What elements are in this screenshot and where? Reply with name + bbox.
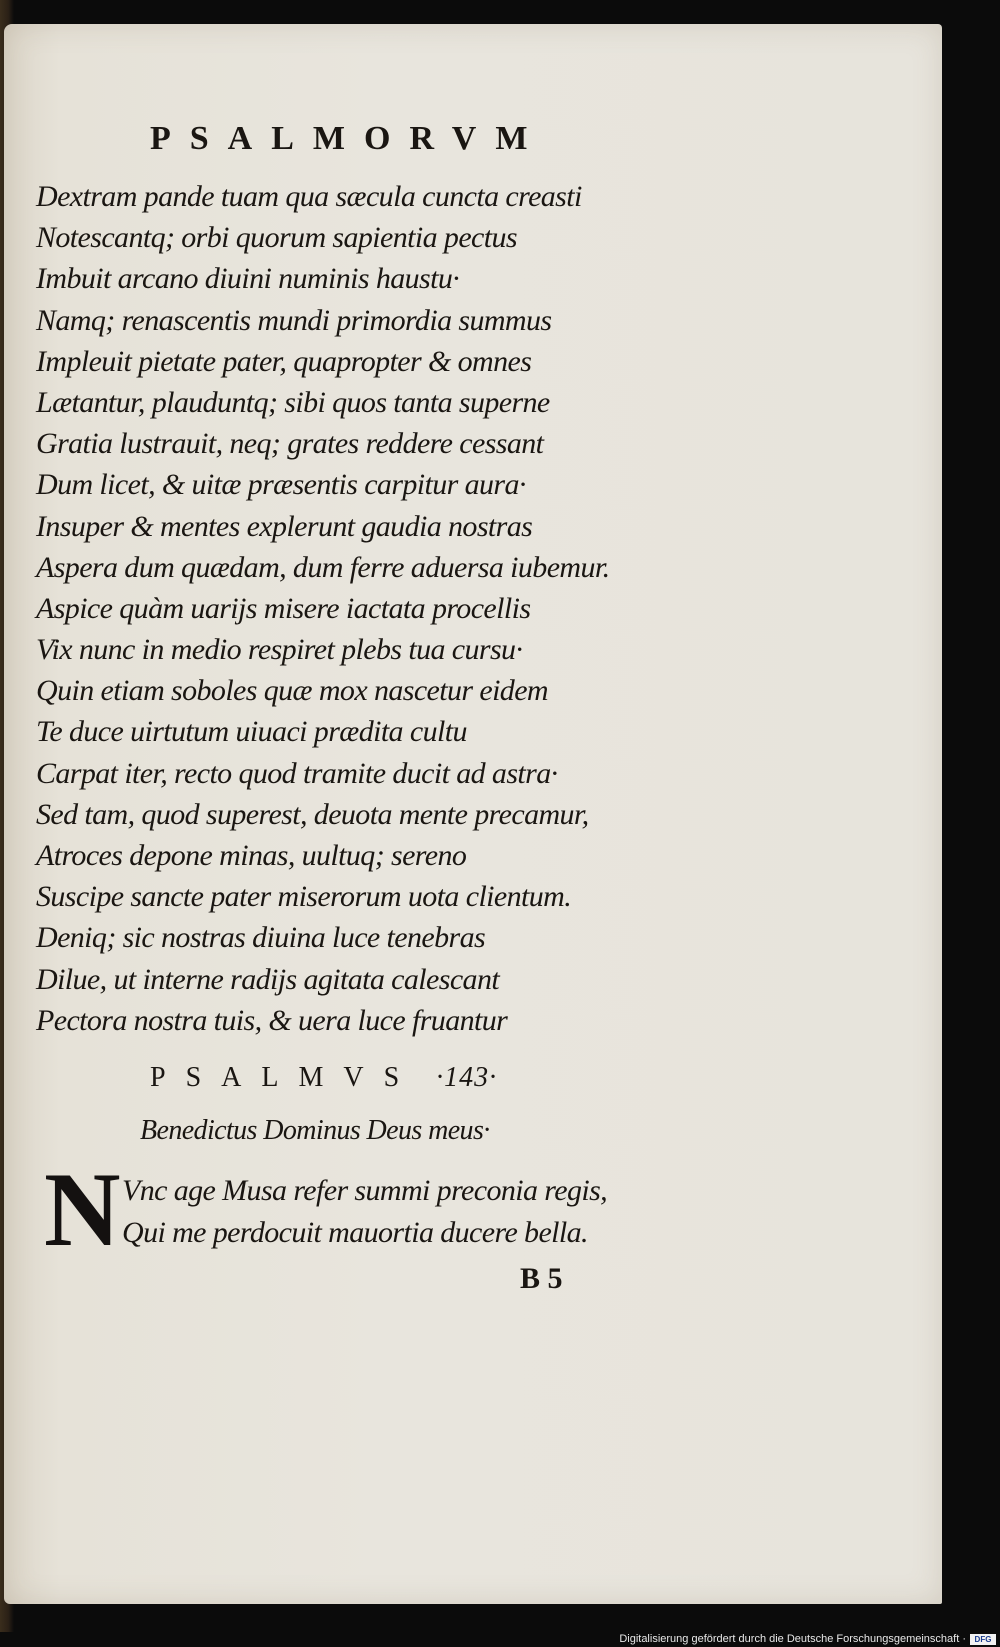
verse-line: Te duce uirtutum uiuaci prædita cultu <box>36 715 467 749</box>
verse-line: Quin etiam soboles quæ mox nascetur eidem <box>36 674 548 708</box>
verse-line: Pectora nostra tuis, & uera luce fruantur <box>36 1003 508 1037</box>
verse-line: Impleuit pietate pater, quapropter & omnes <box>36 344 532 378</box>
verse-line: Dum licet, & uitæ præsentis carpitur aura· <box>36 468 526 502</box>
psalm-line: Qui me perdocuit mauortia ducere bella. <box>122 1216 588 1249</box>
psalm-heading <box>150 1062 497 1094</box>
psalm-incipit: Benedictus Dominus Deus meus· <box>140 1115 490 1146</box>
verse-line: Imbuit arcano diuini numinis haustu· <box>36 262 460 296</box>
verse-line: Atroces depone minas, uultuq; sereno <box>36 839 467 872</box>
psalm-line: Vnc age Musa refer summi preconia regis, <box>122 1174 608 1207</box>
verse-line: Dilue, ut interne radijs agitata calescant <box>36 962 500 996</box>
digitization-credit: Digitalisierung gefördert durch die Deutsche Forschungsgemeinschaft · <box>619 1633 966 1645</box>
running-head: PSALMORVM <box>150 120 547 157</box>
verse-line: Namq; renascentis mundi primordia summus <box>36 303 552 337</box>
verse-line: Aspice quàm uarijs misere iactata procellis <box>36 591 531 625</box>
signature-mark: B 5 <box>520 1262 563 1295</box>
verse-line: Insuper & mentes explerunt gaudia nostras <box>36 509 533 543</box>
verse-line: Aspera dum quædam, dum ferre aduersa iubemur. <box>36 550 610 584</box>
verse-line: Lætantur, plauduntq; sibi quos tanta superne <box>36 385 550 419</box>
verse-line: Carpat iter, recto quod tramite ducit ad astra· <box>36 756 558 790</box>
psalm-heading-label: PSALMVS <box>150 1062 420 1093</box>
verse-line: Gratia lustrauit, neq; grates reddere cessant <box>36 427 544 461</box>
verse-line: Notescantq; orbi quorum sapientia pectus <box>36 221 517 255</box>
verse-line: Dextram pande tuam qua sæcula cuncta creasti <box>36 180 582 213</box>
verse-line: Deniq; sic nostras diuina luce tenebras <box>36 921 486 955</box>
verse-line: Suscipe sancte pater miserorum uota clientum. <box>36 880 572 914</box>
verse-line: Vix nunc in medio respiret plebs tua cursu· <box>36 633 523 667</box>
dfg-logo: DFG <box>970 1634 996 1645</box>
drop-cap-initial: N <box>44 1151 121 1268</box>
verse-line: Sed tam, quod superest, deuota mente precamur, <box>36 797 589 831</box>
psalm-opening-lines <box>122 1170 607 1254</box>
psalm-number: ·143· <box>436 1062 498 1093</box>
verse-block <box>36 176 676 1041</box>
